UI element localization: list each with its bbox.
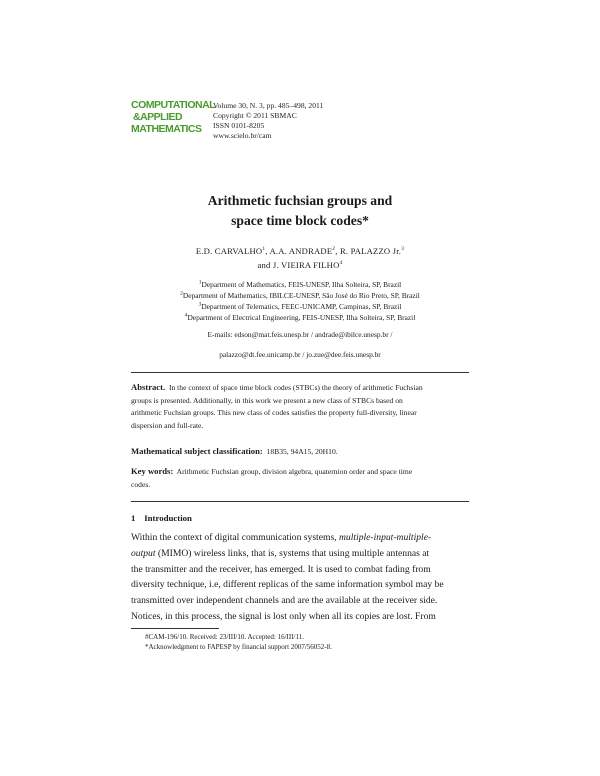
body-line-4: diversity technique, i.e, different replicas of the same information symbol may be <box>131 579 444 591</box>
msc <box>131 445 469 459</box>
issn: ISSN 0101-8205 <box>213 121 265 130</box>
body-line-2a: output <box>131 547 156 559</box>
affiliation-2-text: Department of Mathematics, IBILCE-UNESP, São José do Rio Preto, SP, Brazil <box>182 291 420 300</box>
affiliation-4-text: Department of Electrical Engineering, FEIS-UNESP, Ilha Solteira, SP, Brazil <box>187 313 416 322</box>
section-title: Introduction <box>144 513 192 523</box>
copyright: Copyright © 2011 SBMAC <box>213 111 297 120</box>
logo-line-2: &APPLIED <box>133 111 183 123</box>
footnote-2: *Acknowledgment to FAPESP by financial support 2007/56052-8. <box>145 643 332 651</box>
logo-line-3: MATHEMATICS <box>131 123 202 135</box>
email-line-2: palazzo@dt.fee.unicamp.br / jo.zue@dee.feis.unesp.br <box>219 350 381 359</box>
body-line-1a: Within the context of digital communication systems, <box>131 532 339 543</box>
abstract <box>131 381 469 432</box>
author-4-sup: 4 <box>339 260 343 267</box>
volume-info: Volume 30, N. 3, pp. 485–498, 2011 <box>213 101 324 110</box>
emails <box>0 329 600 340</box>
affiliation-1-text: Department of Mathematics, FEIS-UNESP, Ilha Solteira, SP, Brazil <box>201 280 402 289</box>
msc-label: Mathematical subject classification: <box>131 446 263 456</box>
keywords-line-2: codes. <box>131 479 151 489</box>
title-line-2: space time block codes* <box>231 213 369 228</box>
affiliation-2 <box>0 290 600 301</box>
journal-metadata <box>213 101 323 141</box>
journal-logo <box>131 99 216 141</box>
abstract-label: Abstract. <box>131 382 166 392</box>
author-2-sup: 2 <box>332 246 336 253</box>
affiliation-1-sup: 1 <box>198 279 202 286</box>
affiliation-3-text: Department of Telematics, FEEC-UNICAMP, Campinas, SP, Brazil <box>201 302 402 311</box>
author-4: and J. VIEIRA FILHO <box>257 260 340 270</box>
keywords-line-1: Arithmetic Fuchsian group, division algebra, quaternion order and space time <box>176 467 413 476</box>
footnote-divider <box>131 628 219 629</box>
keywords <box>131 465 469 491</box>
section-heading <box>131 513 192 523</box>
affiliation-3 <box>0 301 600 312</box>
emails-2 <box>0 349 600 360</box>
keywords-label: Key words: <box>131 466 174 476</box>
author-1-sup: 1 <box>262 246 266 253</box>
affiliation-1 <box>0 279 600 290</box>
abstract-line-3: arithmetic Fuchsian groups. This new class of codes satisfies the property full-diversity, linear <box>131 408 417 418</box>
affiliation-3-sup: 3 <box>198 301 202 308</box>
body-line-3: the transmitter and the receiver, has emerged. It is used to combat fading from <box>131 563 431 575</box>
journal-url: www.scielo.br/cam <box>213 131 272 140</box>
divider-2 <box>131 501 469 502</box>
footnote-1: #CAM-196/10. Received: 23/III/10. Accepted: 16/III/11. <box>145 633 304 641</box>
email-line-1: E-mails: edson@mat.feis.unesp.br / andrade@ibilce.unesp.br / <box>207 330 393 339</box>
paper-title <box>0 191 600 231</box>
body-line-2b: (MIMO) wireless links, that is, systems that using multiple antennas at <box>155 547 430 559</box>
abstract-line-1: In the context of space time block codes (STBCs) the theory of arithmetic Fuchsian <box>168 383 423 392</box>
affiliation-4-sup: 4 <box>184 312 188 319</box>
section-number: 1 <box>131 513 136 523</box>
body-line-6: Notices, in this process, the signal is lost only when all its copies are lost. From <box>131 610 436 622</box>
affiliations <box>0 279 600 323</box>
abstract-line-4: dispersion and full-rate. <box>131 420 204 430</box>
affiliation-2-sup: 2 <box>180 290 183 297</box>
body-line-5: transmitted over independent channels and are the available at the receiver side. <box>131 595 438 607</box>
author-3: , R. PALAZZO Jr. <box>335 246 402 256</box>
msc-value: 18B35, 94A15, 20H10. <box>266 447 338 456</box>
abstract-line-2: groups is presented. Additionally, in this work we present a new class of STBCs based on <box>131 395 403 405</box>
logo-line-1: COMPUTATIONAL <box>131 99 216 111</box>
footnotes <box>145 632 332 652</box>
body-line-1b: multiple-input-multiple- <box>338 532 432 543</box>
title-line-1: Arithmetic fuchsian groups and <box>207 193 393 208</box>
author-2: , A.A. ANDRADE <box>265 246 333 256</box>
body-paragraph <box>131 530 469 625</box>
divider <box>131 372 469 373</box>
affiliation-4 <box>0 312 600 323</box>
author-1: E.D. CARVALHO <box>195 246 263 256</box>
author-list <box>0 245 600 271</box>
author-3-sup: 3 <box>401 246 405 253</box>
